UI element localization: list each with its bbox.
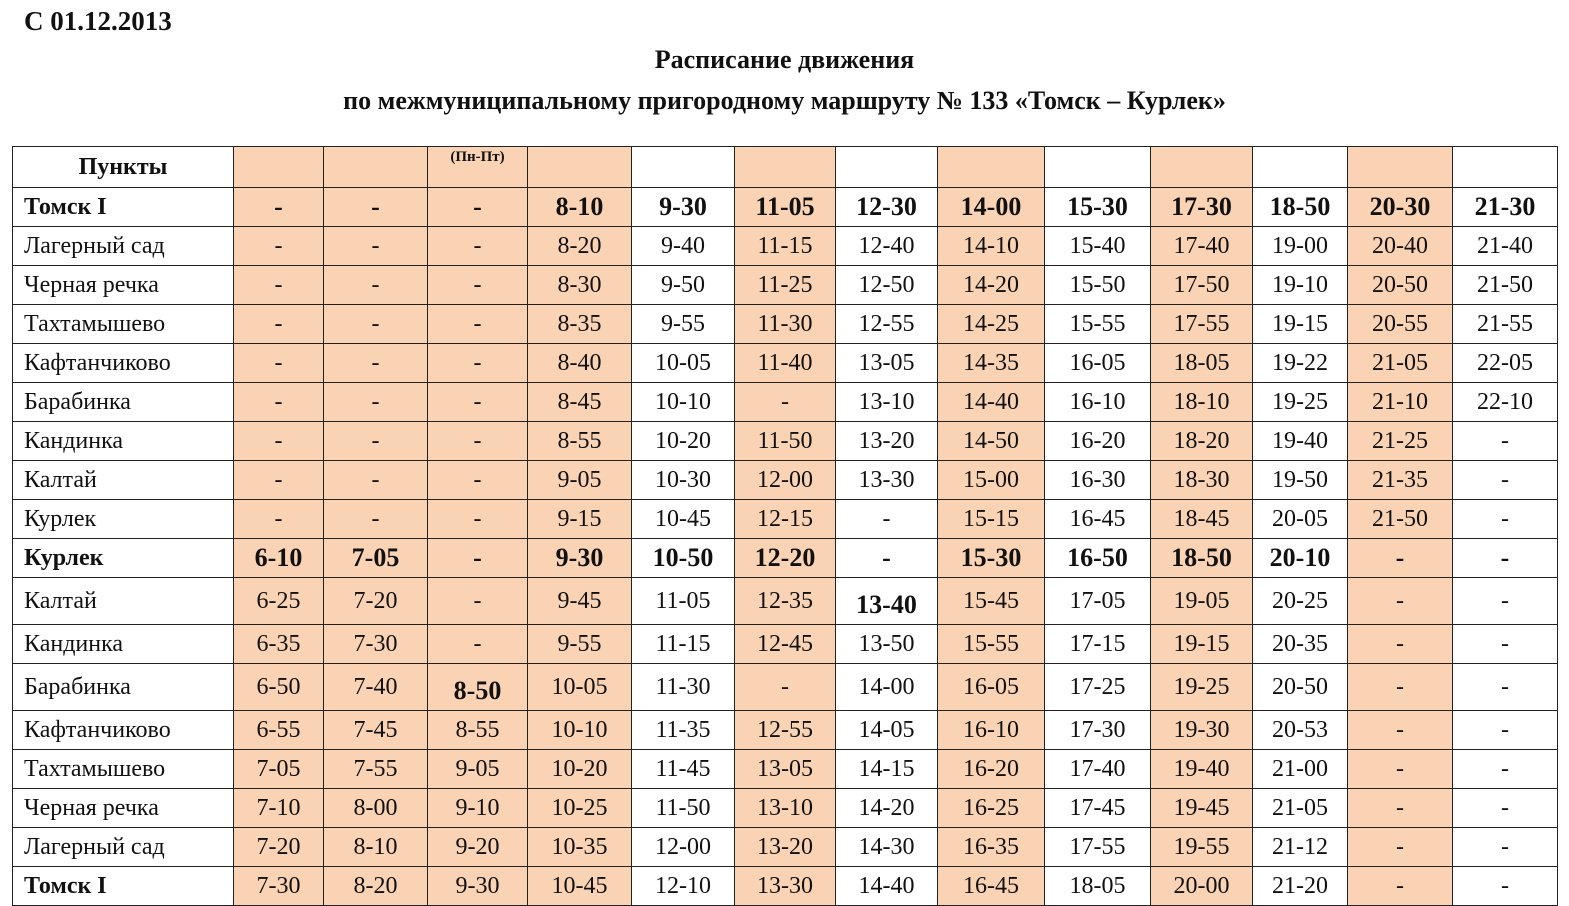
time-cell: 21-30 [1453, 188, 1558, 227]
schedule-row [13, 344, 1558, 383]
time-cell: 11-30 [632, 664, 735, 711]
time-cell: 6-35 [234, 625, 324, 664]
time-cell: - [428, 266, 528, 305]
time-cell: 15-50 [1045, 266, 1151, 305]
trip-header-cell [1045, 147, 1151, 188]
time-cell: - [428, 305, 528, 344]
time-cell: 21-05 [1253, 789, 1348, 828]
time-cell: 14-30 [836, 828, 938, 867]
time-cell: 21-35 [1348, 461, 1453, 500]
time-cell: 15-30 [1045, 188, 1151, 227]
time-cell: - [1453, 711, 1558, 750]
time-cell: 19-15 [1151, 625, 1253, 664]
schedule-row [13, 422, 1558, 461]
stop-name: Тахтамышево [13, 750, 234, 789]
time-cell: 17-30 [1045, 711, 1151, 750]
stop-name: Барабинка [13, 664, 234, 711]
time-cell: - [324, 500, 428, 539]
time-cell: 9-15 [528, 500, 632, 539]
time-cell: 12-45 [735, 625, 836, 664]
time-cell: 13-30 [836, 461, 938, 500]
time-cell: 12-50 [836, 266, 938, 305]
time-cell: 11-05 [632, 578, 735, 625]
time-cell: 8-00 [324, 789, 428, 828]
time-cell: 17-25 [1045, 664, 1151, 711]
time-cell: 12-30 [836, 188, 938, 227]
time-cell: 12-00 [735, 461, 836, 500]
time-cell: 10-50 [632, 539, 735, 578]
time-cell: - [234, 422, 324, 461]
time-cell: 13-10 [836, 383, 938, 422]
schedule-body [13, 147, 1558, 906]
trip-header-cell [735, 147, 836, 188]
effective-date: С 01.12.2013 [24, 6, 172, 36]
time-cell: 14-40 [836, 867, 938, 906]
time-cell: 8-50 [428, 664, 528, 711]
time-cell: 8-20 [528, 227, 632, 266]
time-cell: 9-50 [632, 266, 735, 305]
time-cell: - [1453, 539, 1558, 578]
time-cell: - [1348, 828, 1453, 867]
time-cell: 7-45 [324, 711, 428, 750]
schedule-row [13, 867, 1558, 906]
time-cell: 17-45 [1045, 789, 1151, 828]
trip-header-cell [1253, 147, 1348, 188]
schedule-row [13, 266, 1558, 305]
time-cell: 20-10 [1253, 539, 1348, 578]
time-cell: - [428, 227, 528, 266]
route-subtitle: по межмуниципальному пригородному маршруту № 133 «Томск – Курлек» [343, 86, 1226, 115]
time-cell: 19-30 [1151, 711, 1253, 750]
time-cell: 17-05 [1045, 578, 1151, 625]
time-cell: 18-10 [1151, 383, 1253, 422]
time-cell: - [234, 188, 324, 227]
time-cell: 11-50 [735, 422, 836, 461]
time-cell: 12-55 [735, 711, 836, 750]
time-cell: 8-55 [428, 711, 528, 750]
time-cell: 13-30 [735, 867, 836, 906]
time-cell: 11-50 [632, 789, 735, 828]
trip-header-cell: (Пн-Пт) [428, 147, 528, 188]
time-cell: 10-05 [528, 664, 632, 711]
time-cell: 7-20 [234, 828, 324, 867]
time-cell: 16-50 [1045, 539, 1151, 578]
schedule-row [13, 461, 1558, 500]
time-cell: 17-50 [1151, 266, 1253, 305]
stop-name: Черная речка [13, 789, 234, 828]
stop-name: Лагерный сад [13, 227, 234, 266]
time-cell: 6-25 [234, 578, 324, 625]
time-cell: - [1348, 711, 1453, 750]
time-cell: 7-30 [324, 625, 428, 664]
trip-header-cell [1453, 147, 1558, 188]
time-cell: 10-05 [632, 344, 735, 383]
time-cell: 7-05 [324, 539, 428, 578]
time-cell: 12-15 [735, 500, 836, 539]
time-cell: 11-45 [632, 750, 735, 789]
trip-header-cell [836, 147, 938, 188]
time-cell: 7-20 [324, 578, 428, 625]
time-cell: 9-05 [428, 750, 528, 789]
schedule-row [13, 828, 1558, 867]
time-cell: 18-05 [1151, 344, 1253, 383]
stop-name: Курлек [13, 539, 234, 578]
time-cell: 20-00 [1151, 867, 1253, 906]
schedule-row [13, 539, 1558, 578]
schedule-row [13, 500, 1558, 539]
time-cell: 13-20 [836, 422, 938, 461]
time-cell: 16-35 [938, 828, 1045, 867]
time-cell: 6-50 [234, 664, 324, 711]
time-cell: 21-50 [1348, 500, 1453, 539]
time-cell: 19-45 [1151, 789, 1253, 828]
time-cell: 19-22 [1253, 344, 1348, 383]
time-cell: 21-10 [1348, 383, 1453, 422]
time-cell: 15-45 [938, 578, 1045, 625]
time-cell: 7-05 [234, 750, 324, 789]
time-cell: - [1348, 789, 1453, 828]
time-cell: 10-10 [528, 711, 632, 750]
time-cell: 14-50 [938, 422, 1045, 461]
time-cell: - [428, 625, 528, 664]
time-cell: 14-40 [938, 383, 1045, 422]
time-cell: 10-10 [632, 383, 735, 422]
time-cell: 21-50 [1453, 266, 1558, 305]
time-cell: - [428, 383, 528, 422]
time-cell: 20-50 [1348, 266, 1453, 305]
time-cell: 13-40 [836, 578, 938, 625]
time-cell: 10-25 [528, 789, 632, 828]
time-cell: - [735, 383, 836, 422]
time-cell: 15-30 [938, 539, 1045, 578]
time-cell: 13-20 [735, 828, 836, 867]
schedule-table [12, 146, 1558, 906]
time-cell: 9-30 [528, 539, 632, 578]
time-cell: - [836, 500, 938, 539]
time-cell: - [428, 539, 528, 578]
time-cell: 11-30 [735, 305, 836, 344]
time-cell: - [234, 500, 324, 539]
schedule-row [13, 711, 1558, 750]
time-cell: 21-00 [1253, 750, 1348, 789]
time-cell: 20-25 [1253, 578, 1348, 625]
time-cell: 10-45 [528, 867, 632, 906]
time-cell: 11-15 [735, 227, 836, 266]
time-cell: 16-45 [1045, 500, 1151, 539]
time-cell: 15-40 [1045, 227, 1151, 266]
time-cell: 21-40 [1453, 227, 1558, 266]
time-cell: 16-10 [938, 711, 1045, 750]
time-cell: - [428, 500, 528, 539]
time-cell: 17-55 [1045, 828, 1151, 867]
stop-name: Курлек [13, 500, 234, 539]
time-cell: 9-55 [632, 305, 735, 344]
time-cell: 16-10 [1045, 383, 1151, 422]
time-cell: 6-10 [234, 539, 324, 578]
time-cell: - [324, 383, 428, 422]
time-cell: - [1348, 578, 1453, 625]
stop-name: Лагерный сад [13, 828, 234, 867]
time-cell: 16-20 [1045, 422, 1151, 461]
time-cell: 9-30 [428, 867, 528, 906]
time-cell: 20-05 [1253, 500, 1348, 539]
time-cell: 12-55 [836, 305, 938, 344]
time-cell: - [1453, 750, 1558, 789]
time-cell: 8-20 [324, 867, 428, 906]
time-cell: 13-05 [836, 344, 938, 383]
time-cell: - [1453, 664, 1558, 711]
time-cell: - [234, 305, 324, 344]
schedule-row [13, 664, 1558, 711]
time-cell: - [428, 578, 528, 625]
time-cell: - [324, 188, 428, 227]
time-cell: 22-10 [1453, 383, 1558, 422]
time-cell: - [234, 344, 324, 383]
time-cell: 17-40 [1045, 750, 1151, 789]
time-cell: - [1348, 750, 1453, 789]
trip-header-cell [234, 147, 324, 188]
time-cell: 15-15 [938, 500, 1045, 539]
time-cell: 20-55 [1348, 305, 1453, 344]
time-cell: 15-00 [938, 461, 1045, 500]
schedule-title: Расписание движения [654, 45, 915, 74]
time-cell: - [234, 266, 324, 305]
stops-header: Пункты [13, 147, 234, 188]
time-cell: 10-30 [632, 461, 735, 500]
time-cell: 8-30 [528, 266, 632, 305]
time-cell: 18-50 [1253, 188, 1348, 227]
header-row [13, 147, 1558, 188]
time-cell: 13-50 [836, 625, 938, 664]
time-cell: 19-40 [1253, 422, 1348, 461]
time-cell: 19-55 [1151, 828, 1253, 867]
time-cell: 14-10 [938, 227, 1045, 266]
time-cell: 9-05 [528, 461, 632, 500]
time-cell: 12-35 [735, 578, 836, 625]
time-cell: 8-40 [528, 344, 632, 383]
time-cell: 16-30 [1045, 461, 1151, 500]
time-cell: 18-45 [1151, 500, 1253, 539]
schedule-row [13, 188, 1558, 227]
time-cell: 12-10 [632, 867, 735, 906]
time-cell: 15-55 [938, 625, 1045, 664]
time-cell: - [234, 227, 324, 266]
trip-header-cell [1151, 147, 1253, 188]
time-cell: 20-30 [1348, 188, 1453, 227]
time-cell: 19-40 [1151, 750, 1253, 789]
time-cell: - [428, 344, 528, 383]
time-cell: 7-30 [234, 867, 324, 906]
time-cell: - [836, 539, 938, 578]
time-cell: 12-20 [735, 539, 836, 578]
time-cell: - [234, 383, 324, 422]
time-cell: 13-05 [735, 750, 836, 789]
time-cell: 19-25 [1253, 383, 1348, 422]
time-cell: - [1348, 664, 1453, 711]
time-cell: - [324, 227, 428, 266]
time-cell: 7-55 [324, 750, 428, 789]
time-cell: 21-25 [1348, 422, 1453, 461]
time-cell: - [1453, 422, 1558, 461]
time-cell: 12-40 [836, 227, 938, 266]
time-cell: 8-35 [528, 305, 632, 344]
stop-name: Черная речка [13, 266, 234, 305]
trip-header-cell [528, 147, 632, 188]
time-cell: 14-00 [938, 188, 1045, 227]
time-cell: 11-35 [632, 711, 735, 750]
time-cell: 21-12 [1253, 828, 1348, 867]
time-cell: - [1453, 625, 1558, 664]
time-cell: 14-15 [836, 750, 938, 789]
time-cell: 8-45 [528, 383, 632, 422]
time-cell: 10-20 [632, 422, 735, 461]
schedule-row [13, 578, 1558, 625]
time-cell: 9-10 [428, 789, 528, 828]
time-cell: 21-20 [1253, 867, 1348, 906]
schedule-row [13, 625, 1558, 664]
time-cell: - [1453, 578, 1558, 625]
time-cell: 11-05 [735, 188, 836, 227]
stop-name: Томск I [13, 867, 234, 906]
time-cell: 14-20 [938, 266, 1045, 305]
trip-header-cell [938, 147, 1045, 188]
trip-header-cell [324, 147, 428, 188]
trip-header-cell [1348, 147, 1453, 188]
schedule-row [13, 750, 1558, 789]
time-cell: 14-00 [836, 664, 938, 711]
time-cell: 9-30 [632, 188, 735, 227]
time-cell: 6-55 [234, 711, 324, 750]
time-cell: 17-40 [1151, 227, 1253, 266]
time-cell: 15-55 [1045, 305, 1151, 344]
time-cell: 9-40 [632, 227, 735, 266]
time-cell: 18-30 [1151, 461, 1253, 500]
time-cell: 17-30 [1151, 188, 1253, 227]
time-cell: 9-55 [528, 625, 632, 664]
stop-name: Калтай [13, 578, 234, 625]
time-cell: - [735, 664, 836, 711]
time-cell: 18-50 [1151, 539, 1253, 578]
time-cell: - [428, 188, 528, 227]
schedule-row [13, 383, 1558, 422]
time-cell: 18-20 [1151, 422, 1253, 461]
time-cell: 19-05 [1151, 578, 1253, 625]
time-cell: 17-15 [1045, 625, 1151, 664]
time-cell: 9-45 [528, 578, 632, 625]
time-cell: - [1453, 789, 1558, 828]
time-cell: - [1348, 539, 1453, 578]
time-cell: 7-10 [234, 789, 324, 828]
stop-name: Тахтамышево [13, 305, 234, 344]
time-cell: - [324, 422, 428, 461]
time-cell: 11-40 [735, 344, 836, 383]
schedule-row [13, 305, 1558, 344]
time-cell: 19-50 [1253, 461, 1348, 500]
time-cell: 8-10 [528, 188, 632, 227]
time-cell: 10-20 [528, 750, 632, 789]
time-cell: 19-15 [1253, 305, 1348, 344]
time-cell: 11-15 [632, 625, 735, 664]
time-cell: - [428, 422, 528, 461]
time-cell: 21-55 [1453, 305, 1558, 344]
time-cell: - [1348, 625, 1453, 664]
time-cell: 20-53 [1253, 711, 1348, 750]
time-cell: - [324, 461, 428, 500]
stop-name: Кафтанчиково [13, 344, 234, 383]
time-cell: - [1453, 461, 1558, 500]
time-cell: 19-00 [1253, 227, 1348, 266]
time-cell: - [1453, 867, 1558, 906]
trip-header-cell [632, 147, 735, 188]
time-cell: 20-35 [1253, 625, 1348, 664]
stop-name: Томск I [13, 188, 234, 227]
schedule-row [13, 789, 1558, 828]
stop-name: Кафтанчиково [13, 711, 234, 750]
time-cell: 11-25 [735, 266, 836, 305]
time-cell: 8-10 [324, 828, 428, 867]
time-cell: 21-05 [1348, 344, 1453, 383]
time-cell: 7-40 [324, 664, 428, 711]
time-cell: - [428, 461, 528, 500]
time-cell: 10-45 [632, 500, 735, 539]
time-cell: 16-20 [938, 750, 1045, 789]
time-cell: - [324, 266, 428, 305]
time-cell: 19-10 [1253, 266, 1348, 305]
time-cell: - [234, 461, 324, 500]
time-cell: - [1453, 500, 1558, 539]
time-cell: 14-20 [836, 789, 938, 828]
time-cell: 17-55 [1151, 305, 1253, 344]
time-cell: 18-05 [1045, 867, 1151, 906]
stop-name: Калтай [13, 461, 234, 500]
time-cell: 16-05 [938, 664, 1045, 711]
stop-name: Барабинка [13, 383, 234, 422]
time-cell: 16-05 [1045, 344, 1151, 383]
time-cell: 8-55 [528, 422, 632, 461]
time-cell: 14-05 [836, 711, 938, 750]
time-cell: - [324, 305, 428, 344]
time-cell: 20-40 [1348, 227, 1453, 266]
time-cell: 14-25 [938, 305, 1045, 344]
time-cell: 22-05 [1453, 344, 1558, 383]
time-cell: 9-20 [428, 828, 528, 867]
time-cell: - [1348, 867, 1453, 906]
time-cell: 12-00 [632, 828, 735, 867]
time-cell: 20-50 [1253, 664, 1348, 711]
time-cell: 13-10 [735, 789, 836, 828]
stop-name: Кандинка [13, 422, 234, 461]
schedule-row [13, 227, 1558, 266]
time-cell: 16-45 [938, 867, 1045, 906]
time-cell: 10-35 [528, 828, 632, 867]
time-cell: - [1453, 828, 1558, 867]
time-cell: 16-25 [938, 789, 1045, 828]
time-cell: 14-35 [938, 344, 1045, 383]
time-cell: 19-25 [1151, 664, 1253, 711]
time-cell: - [324, 344, 428, 383]
stop-name: Кандинка [13, 625, 234, 664]
